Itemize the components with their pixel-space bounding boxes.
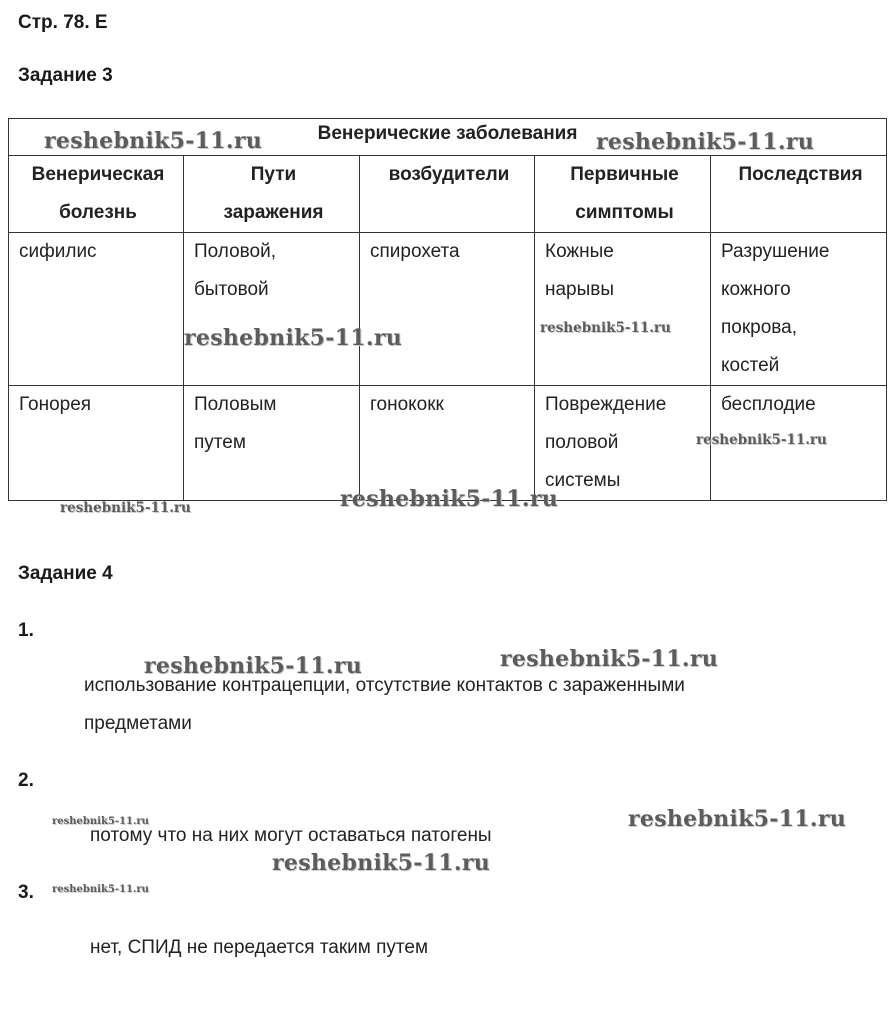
cell-consequences <box>711 386 887 501</box>
cell-text: сифилис <box>19 241 97 262</box>
cell-text: Гонорея <box>19 394 92 415</box>
answer-2 <box>90 817 492 855</box>
header-text: Пути <box>250 164 297 185</box>
answer-line: предметами <box>84 713 192 734</box>
cell-text: костей <box>721 355 780 376</box>
header-text: Первичные <box>570 164 679 185</box>
watermark: reshebnik5-11.ru <box>540 320 671 336</box>
table-row <box>9 233 887 386</box>
cell-pathogen <box>360 233 535 386</box>
answer-line: использование контрацепции, отсутствие контактов с зараженными <box>84 675 685 696</box>
cell-text: Кожные <box>545 241 614 262</box>
header-disease <box>9 156 184 233</box>
watermark: reshebnik5-11.ru <box>184 325 403 351</box>
cell-text: половой <box>545 432 619 453</box>
watermark: reshebnik5-11.ru <box>628 806 847 832</box>
header-text: симптомы <box>575 202 674 223</box>
cell-text: Половым <box>194 394 277 415</box>
watermark: reshebnik5-11.ru <box>596 129 815 155</box>
watermark: reshebnik5-11.ru <box>44 128 263 154</box>
cell-transmission <box>184 233 360 386</box>
cell-text: бытовой <box>194 279 269 300</box>
watermark: reshebnik5-11.ru <box>340 486 559 512</box>
cell-text: системы <box>545 470 621 491</box>
page-reference: Стр. 78. Е <box>18 12 108 33</box>
cell-consequences <box>711 233 887 386</box>
watermark: reshebnik5-11.ru <box>52 884 149 895</box>
cell-text: Половой, <box>194 241 277 262</box>
header-text: Последствия <box>738 164 863 185</box>
watermark: reshebnik5-11.ru <box>272 850 491 876</box>
cell-disease <box>9 386 184 501</box>
table-row <box>9 386 887 501</box>
header-text: Венерическая <box>31 164 165 185</box>
cell-text: бесплодие <box>721 394 816 415</box>
task4-heading: Задание 4 <box>18 563 113 584</box>
cell-text: гонококк <box>370 394 444 415</box>
answer-line: нет, СПИД не передается таким путем <box>90 937 429 958</box>
diseases-table <box>8 118 887 501</box>
header-text: возбудители <box>388 164 510 185</box>
task3-heading: Задание 3 <box>18 65 113 86</box>
header-text: болезнь <box>59 202 137 223</box>
cell-pathogen <box>360 386 535 501</box>
cell-symptoms <box>535 386 711 501</box>
cell-text: Повреждение <box>545 394 667 415</box>
watermark: reshebnik5-11.ru <box>696 432 827 448</box>
watermark: reshebnik5-11.ru <box>144 653 363 679</box>
answer-3 <box>90 929 428 967</box>
watermark: reshebnik5-11.ru <box>60 500 191 516</box>
cell-symptoms <box>535 233 711 386</box>
header-transmission <box>184 156 360 233</box>
item-number: 3. <box>18 882 34 903</box>
table-title: Венерические заболевания <box>9 119 887 156</box>
header-symptoms <box>535 156 711 233</box>
header-text: заражения <box>223 202 324 223</box>
cell-text: кожного <box>721 279 791 300</box>
answer-line: потому что на них могут оставаться патогены <box>90 825 492 846</box>
header-pathogens <box>360 156 535 233</box>
header-consequences <box>711 156 887 233</box>
cell-text: нарывы <box>545 279 615 300</box>
answer-1 <box>84 667 685 743</box>
cell-text: спирохета <box>370 241 460 262</box>
item-number: 2. <box>18 770 34 791</box>
cell-text: путем <box>194 432 246 453</box>
watermark: reshebnik5-11.ru <box>52 816 149 827</box>
cell-text: Разрушение <box>721 241 830 262</box>
cell-text: покрова, <box>721 317 798 338</box>
watermark: reshebnik5-11.ru <box>500 646 719 672</box>
item-number: 1. <box>18 620 34 641</box>
cell-disease <box>9 233 184 386</box>
cell-transmission <box>184 386 360 501</box>
